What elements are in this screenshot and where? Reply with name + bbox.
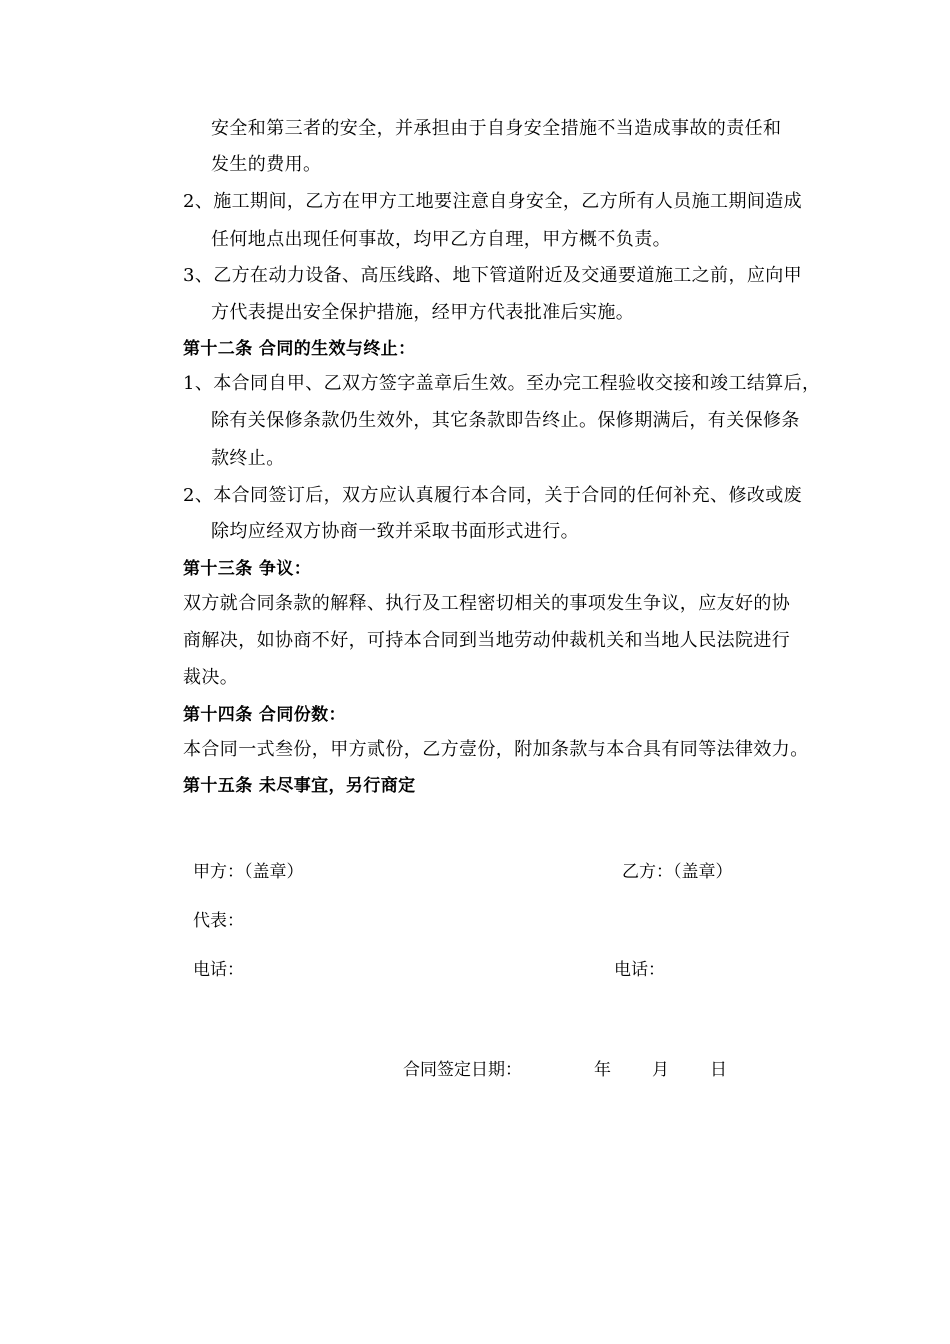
- section11-continuation-line2: 发生的费用。: [211, 154, 322, 175]
- section12-item1-line2: 除有关保修条款仍生效外，其它条款即告终止。保修期满后，有关保修条: [211, 410, 800, 431]
- section13-line1: 双方就合同条款的解释、执行及工程密切相关的事项发生争议，应友好的协: [183, 593, 791, 614]
- section11-continuation-line1: 安全和第三者的安全，并承担由于自身安全措施不当造成事故的责任和: [211, 118, 782, 139]
- section14-heading: 第十四条 合同份数：: [183, 705, 346, 725]
- date-month-label: 月: [652, 1060, 669, 1080]
- section11-item2-line2: 任何地点出现任何事故，均甲乙方自理，甲方概不负责。: [211, 229, 671, 250]
- section11-item2-line1: 2、施工期间，乙方在甲方工地要注意自身安全，乙方所有人员施工期间造成: [183, 191, 803, 212]
- section12-item1-line3: 款终止。: [211, 448, 285, 469]
- section14-line1: 本合同一式叁份，甲方贰份，乙方壹份，附加条款与本合具有同等法律效力。: [183, 739, 809, 760]
- signing-date-label: 合同签定日期：: [403, 1060, 522, 1080]
- section11-item3-line2: 方代表提出安全保护措施，经甲方代表批准后实施。: [211, 302, 635, 323]
- section12-heading: 第十二条 合同的生效与终止：: [183, 339, 416, 359]
- section13-heading: 第十三条 争议：: [183, 559, 312, 579]
- section13-line3: 裁决。: [183, 667, 239, 688]
- party-a-seal-label: 甲方：（盖章）: [193, 862, 304, 882]
- party-a-phone-label: 电话：: [193, 960, 244, 980]
- section13-line2: 商解决，如协商不好，可持本合同到当地劳动仲裁机关和当地人民法院进行: [183, 630, 791, 651]
- party-b-seal-label: 乙方：（盖章）: [622, 862, 733, 882]
- section12-item1-line1: 1、本合同自甲、乙双方签字盖章后生效。至办完工程验收交接和竣工结算后，: [183, 373, 821, 394]
- section11-item3-line1: 3、乙方在动力设备、高压线路、地下管道附近及交通要道施工之前，应向甲: [183, 265, 803, 286]
- section12-item2-line2: 除均应经双方协商一致并采取书面形式进行。: [211, 521, 579, 542]
- date-year-label: 年: [594, 1060, 611, 1080]
- section15-heading: 第十五条 未尽事宜，另行商定: [183, 776, 416, 796]
- section12-item2-line1: 2、本合同签订后，双方应认真履行本合同，关于合同的任何补充、修改或废: [183, 485, 803, 506]
- representative-label: 代表：: [193, 911, 244, 931]
- party-b-phone-label: 电话：: [614, 960, 665, 980]
- date-day-label: 日: [710, 1060, 727, 1080]
